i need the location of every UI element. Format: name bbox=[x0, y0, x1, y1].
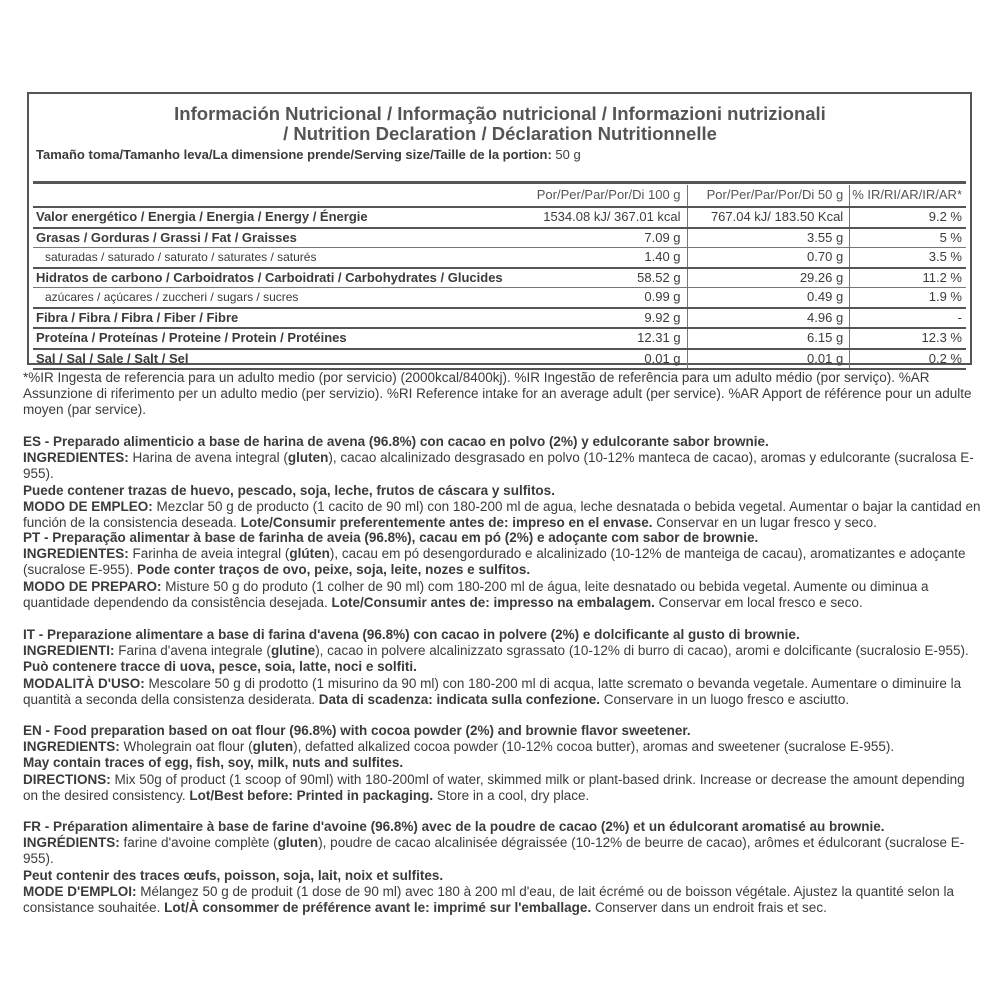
row-label: saturadas / saturado / saturato / saturates / saturés bbox=[33, 248, 505, 268]
row-ri: 3.5 % bbox=[850, 248, 966, 268]
serving-label: Tamaño toma/Tamanho leva/La dimensione prende/Serving size/Taille de la portion: bbox=[36, 147, 552, 162]
en-directions-text: Mix 50g of product (1 scoop of 90ml) with 180-200ml of water, skimmed milk or plant-based drink. Increase or decrease the amount depending on the desired consistency. bbox=[23, 771, 965, 803]
row-per100: 58.52 g bbox=[505, 268, 687, 288]
pt-ingredients-label: INGREDIENTES: bbox=[23, 546, 129, 562]
it-ingredients-text: Farina d'avena integrale ( bbox=[114, 643, 271, 659]
en-ingredients-text: Wholegrain oat flour ( bbox=[119, 739, 253, 755]
pt-ingredients-text: Farinha de aveia integral ( bbox=[128, 546, 290, 562]
header-per-100g: Por/Per/Par/Por/Di 100 g bbox=[505, 185, 687, 207]
row-per50: 6.15 g bbox=[687, 328, 850, 349]
row-per50: 767.04 kJ/ 183.50 Kcal bbox=[687, 207, 850, 228]
row-per100: 9.92 g bbox=[505, 308, 687, 329]
section-pt bbox=[23, 530, 983, 611]
row-salt bbox=[33, 349, 966, 370]
en-storage: Store in a cool, dry place. bbox=[433, 787, 590, 803]
row-label: Proteína / Proteínas / Proteine / Protein / Protéines bbox=[33, 328, 505, 349]
row-per50: 4.96 g bbox=[687, 308, 850, 329]
es-storage: Conservar en un lugar fresco y seco. bbox=[652, 515, 877, 531]
section-es bbox=[23, 434, 983, 531]
es-directions-label: MODO DE EMPLEO: bbox=[23, 498, 153, 514]
it-heading: IT - Preparazione alimentare a base di farina d'avena (96.8%) con cacao in polvere (2%) e dolcificante al gusto di brownie. bbox=[23, 627, 800, 642]
es-traces: Puede contener trazas de huevo, pescado, soja, leche, frutos de cáscara y sulfitos. bbox=[23, 482, 555, 498]
en-lot: Lot/Best before: Printed in packaging. bbox=[189, 787, 434, 803]
pt-allergen: glúten bbox=[289, 546, 330, 562]
row-ri: 11.2 % bbox=[850, 268, 966, 288]
pt-ingredients-rest: ), cacau em pó desengordurado e alcalinizado (10-12% de manteiga de cacau), aromatizantes e adoçante (sucralose E-955). bbox=[23, 546, 966, 578]
en-ingredients-label: INGREDIENTS: bbox=[23, 739, 120, 755]
fr-directions-label: MODE D'EMPLOI: bbox=[23, 883, 137, 899]
row-label: Grasas / Gorduras / Grassi / Fat / Graisses bbox=[33, 228, 505, 248]
es-ingredients-rest: ), cacao alcalinizado desgrasado en polvo (10-12% manteca de cacao), aromas y edulcorante (sucralosa E-955). bbox=[23, 450, 974, 482]
row-ri: 0.2 % bbox=[850, 349, 966, 370]
fr-heading: FR - Préparation alimentaire à base de farine d'avoine (96.8%) avec de la poudre de cacao (2%) et un édulcorant aromatisé au brownie. bbox=[23, 819, 885, 834]
row-carbohydrates bbox=[33, 268, 966, 288]
row-per50: 0.49 g bbox=[687, 288, 850, 308]
row-ri: 9.2 % bbox=[850, 207, 966, 228]
row-ri: - bbox=[850, 308, 966, 329]
title-line-1: Información Nutricional / Informação nutricional / Informazioni nutrizionali bbox=[174, 103, 826, 124]
row-fat bbox=[33, 228, 966, 248]
row-ri: 12.3 % bbox=[850, 328, 966, 349]
row-ri: 5 % bbox=[850, 228, 966, 248]
en-directions-label: DIRECTIONS: bbox=[23, 771, 111, 787]
header-per-50g: Por/Per/Par/Por/Di 50 g bbox=[687, 185, 850, 207]
en-allergen: gluten bbox=[252, 739, 294, 755]
pt-directions-text: Misture 50 g do produto (1 colher de 90 ml) com 180-200 ml de água, leite desnatado ou bebida vegetal. Aumente ou diminua a quantidade dependendo da consistência desejada. bbox=[23, 578, 929, 610]
row-energy bbox=[33, 207, 966, 228]
row-per100: 7.09 g bbox=[505, 228, 687, 248]
row-per100: 0.01 g bbox=[505, 349, 687, 370]
pt-directions-label: MODO DE PREPARO: bbox=[23, 578, 162, 594]
it-allergen: glutine bbox=[270, 643, 316, 659]
row-saturates bbox=[33, 248, 966, 268]
row-per100: 0.99 g bbox=[505, 288, 687, 308]
section-en bbox=[23, 723, 983, 804]
fr-ingredients-label: INGRÉDIENTS: bbox=[23, 835, 120, 851]
serving-size bbox=[36, 147, 581, 162]
it-traces: Può contenere tracce di uova, pesce, soia, latte, noci e solfiti. bbox=[23, 659, 417, 675]
serving-value: 50 g bbox=[555, 147, 581, 162]
fr-ingredients-text: farine d'avoine complète ( bbox=[119, 835, 278, 851]
en-traces: May contain traces of egg, fish, soy, milk, nuts and sulfites. bbox=[23, 755, 404, 771]
header-ri: % IR/RI/AR/IR/AR* bbox=[852, 187, 962, 203]
row-ri: 1.9 % bbox=[850, 288, 966, 308]
it-storage: Conservare in un luogo fresco e asciutto. bbox=[600, 691, 850, 707]
es-ingredients-text: Harina de avena integral ( bbox=[128, 450, 288, 466]
es-lot: Lote/Consumir preferentemente antes de: impreso en el envase. bbox=[240, 515, 653, 531]
row-label: Valor energético / Energia / Energia / Energy / Énergie bbox=[33, 207, 505, 228]
row-fibre bbox=[33, 308, 966, 329]
row-per50: 0.70 g bbox=[687, 248, 850, 268]
row-per100: 1.40 g bbox=[505, 248, 687, 268]
section-it bbox=[23, 627, 983, 708]
fr-lot: Lot/À consommer de préférence avant le: imprimé sur l'emballage. bbox=[164, 900, 592, 916]
it-directions-label: MODALITÀ D'USO: bbox=[23, 675, 145, 691]
row-per50: 29.26 g bbox=[687, 268, 850, 288]
reference-intake-footnote: *%IR Ingesta de referencia para un adulto medio (por servicio) (2000kcal/8400kj). %IR Ingestão de referência para um adulto médio (por serviço). %AR Assunzione di riferimento per un adulto medio (per servizio). %RI Reference intake for an average adult (per service). %AR Apport de référence pour un adulte moyen (par service). bbox=[23, 370, 972, 417]
es-allergen: gluten bbox=[287, 450, 329, 466]
it-lot: Data di scadenza: indicata sulla confezione. bbox=[318, 691, 601, 707]
fr-storage: Conserver dans un endroit frais et sec. bbox=[591, 900, 827, 916]
nutrition-table bbox=[33, 185, 966, 370]
row-label: Fibra / Fibra / Fibra / Fiber / Fibre bbox=[33, 308, 505, 329]
pt-storage: Conservar em local fresco e seco. bbox=[654, 594, 863, 610]
es-heading: ES - Preparado alimenticio a base de harina de avena (96.8%) con cacao en polvo (2%) y edulcorante sabor brownie. bbox=[23, 434, 769, 449]
row-per50: 0.01 g bbox=[687, 349, 850, 370]
table-top-rule bbox=[33, 181, 966, 184]
pt-heading: PT - Preparação alimentar à base de farinha de aveia (96.8%), cacau em pó (2%) e adoçante com sabor de brownie. bbox=[23, 530, 759, 545]
row-per100: 12.31 g bbox=[505, 328, 687, 349]
row-label: azúcares / açúcares / zuccheri / sugars / sucres bbox=[33, 288, 505, 308]
row-per100: 1534.08 kJ/ 367.01 kcal bbox=[505, 207, 687, 228]
it-directions-text: Mescolare 50 g di prodotto (1 misurino da 90 ml) con 180-200 ml di acqua, latte scremato o bevanda vegetale. Aumentare o diminuire la quantità a seconda della consistenza desiderata. bbox=[23, 675, 962, 707]
row-protein bbox=[33, 328, 966, 349]
table-header-row bbox=[33, 185, 966, 207]
row-per50: 3.55 g bbox=[687, 228, 850, 248]
it-ingredients-rest: ), cacao in polvere alcalinizzato sgrassato (10-12% di burro di cacao), aromi e dolcificante (sucralosio E-955). bbox=[315, 643, 969, 659]
fr-ingredients-rest: ), poudre de cacao alcalinisée dégraissée (10-12% de beurre de cacao), arômes et édulcorant (sucralose E-955). bbox=[23, 835, 965, 867]
es-directions-text: Mezclar 50 g de producto (1 cacito de 90 ml) con 180-200 ml de agua, leche desnatada o bebida vegetal. Aumentar o bajar la cantidad en función de la consistencia deseada. bbox=[23, 498, 981, 531]
row-sugars bbox=[33, 288, 966, 308]
nutrition-title bbox=[0, 104, 1000, 144]
fr-allergen: gluten bbox=[277, 835, 319, 851]
row-label: Hidratos de carbono / Carboidratos / Carboidrati / Carbohydrates / Glucides bbox=[33, 268, 505, 288]
section-fr bbox=[23, 819, 983, 916]
en-ingredients-rest: ), defatted alkalized cocoa powder (10-12% cocoa butter), aromas and sweetener (sucralose E-955). bbox=[293, 739, 895, 755]
title-line-2: / Nutrition Declaration / Déclaration Nutritionnelle bbox=[283, 123, 717, 144]
pt-traces: Pode conter traços de ovo, peixe, soja, leite, nozes e sulfitos. bbox=[137, 562, 531, 578]
fr-directions-text: Mélangez 50 g de produit (1 dose de 90 ml) avec 180 à 200 ml d'eau, de lait écrémé ou de boisson végétale. Ajustez la quantité selon la consistance souhaitée. bbox=[23, 883, 955, 916]
fr-traces: Peut contenir des traces œufs, poisson, soja, lait, noix et sulfites. bbox=[23, 867, 444, 883]
it-ingredients-label: INGREDIENTI: bbox=[23, 643, 115, 659]
pt-lot: Lote/Consumir antes de: impresso na embalagem. bbox=[331, 594, 655, 610]
es-ingredients-label: INGREDIENTES: bbox=[23, 450, 129, 466]
row-label: Sal / Sal / Sale / Salt / Sel bbox=[33, 349, 505, 370]
en-heading: EN - Food preparation based on oat flour (96.8%) with cocoa powder (2%) and brownie flavor sweetener. bbox=[23, 723, 691, 738]
